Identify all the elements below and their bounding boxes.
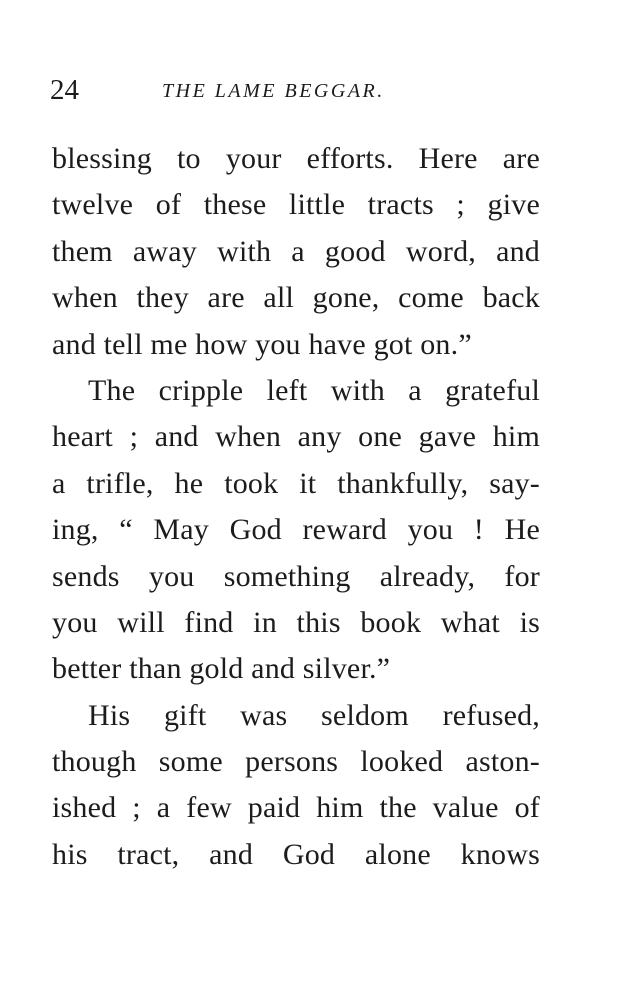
paragraph-3 xyxy=(52,693,540,879)
text-line: His gift was seldom refused, xyxy=(88,698,540,732)
page-header xyxy=(50,70,550,110)
text-line: when they are all gone, come back xyxy=(52,281,540,315)
paragraph-1 xyxy=(52,136,540,368)
text-line: blessing to your efforts. Here are xyxy=(52,142,540,175)
paragraph-2 xyxy=(52,368,540,693)
text-line: a trifle, he took it thankfully, say- xyxy=(52,466,540,500)
text-line: though some persons looked aston- xyxy=(52,745,540,779)
text-line: heart ; and when any one gave him xyxy=(52,420,540,454)
text-line: you will find in this book what is xyxy=(52,605,540,639)
page-number: 24 xyxy=(50,74,79,106)
text-line: his tract, and God alone knows xyxy=(52,837,540,871)
text-line: ing, “ May God reward you ! He xyxy=(52,513,540,547)
text-line: twelve of these little tracts ; give xyxy=(52,188,540,222)
body-text xyxy=(52,136,540,878)
text-line: ished ; a few paid him the value of xyxy=(52,791,540,825)
text-line: them away with a good word, and xyxy=(52,234,540,268)
text-line: The cripple left with a grateful xyxy=(88,373,540,407)
text-line: and tell me how you have got on.” xyxy=(52,327,472,361)
text-line: better than gold and silver.” xyxy=(52,652,391,686)
running-title: THE LAME BEGGAR. xyxy=(162,80,385,102)
text-line: sends you something already, for xyxy=(52,559,540,593)
